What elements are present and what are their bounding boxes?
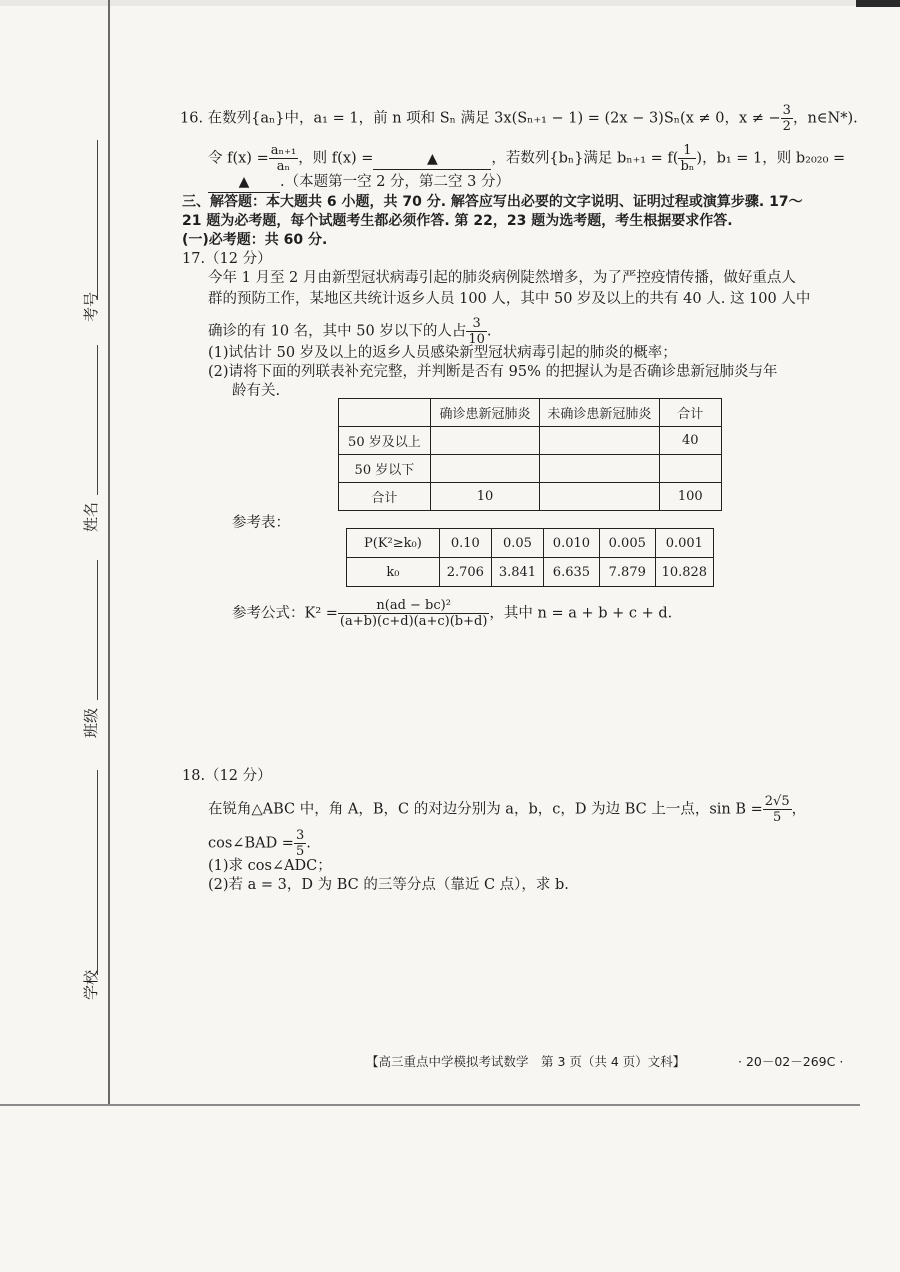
contingency-table: [338, 398, 722, 511]
section3-line2: 21 题为必考题，每个试题考生都必须作答. 第 22，23 题为选考题，考生根据要求作答.: [182, 213, 733, 229]
table-cell: 确诊患新冠肺炎: [430, 399, 540, 427]
answer-blank-2[interactable]: [208, 172, 280, 193]
name-label: 姓名: [82, 501, 100, 532]
page-bottom-line: [0, 1104, 860, 1106]
table-header-row: [339, 399, 722, 427]
q16-line3: ▲ .（本题第一空 2 分，第二空 3 分）: [208, 172, 510, 193]
school-label: 学校: [82, 969, 100, 1000]
triangle-icon: ▲: [427, 150, 438, 167]
table-cell: 100: [659, 483, 721, 511]
table-cell: k₀: [347, 558, 440, 587]
ref-table-label: 参考表：: [232, 515, 290, 531]
q18-frac-2: $\frac{3}{5}$: [295, 828, 305, 859]
q16-line2: 令 f(x) = $\frac{\text{aₙ₊₁}}{\text{aₙ}}$ ，则 f(x) = ▲ ，若数列{bₙ}满足 bₙ₊₁ = f( $\frac{1}{\text{bₙ}}$ )，b₁ = 1，则 b₂₀₂₀ =: [208, 143, 846, 174]
table-cell[interactable]: [540, 427, 659, 455]
page-edge: [0, 0, 900, 6]
q17-sub1: (1)试估计 50 岁及以上的返乡人员感染新型冠状病毒引起的肺炎的概率；: [208, 345, 677, 361]
footer-title: 【高三重点中学模拟考试数学 第 3 页（共 4 页）文科】: [366, 1054, 686, 1069]
table-cell: 0.010: [543, 529, 599, 558]
table-cell: 7.879: [599, 558, 655, 587]
table-cell: 3.841: [491, 558, 543, 587]
table-row: [347, 529, 714, 558]
q18-p2: cos∠BAD = $\frac{3}{5}$ .: [208, 828, 311, 859]
q17-frac: $\frac{3}{10}$: [468, 316, 485, 347]
table-row: [339, 427, 722, 455]
q16-frac-2: $\frac{\text{aₙ₊₁}}{\text{aₙ}}$: [270, 143, 297, 174]
table-cell: 10.828: [655, 558, 713, 587]
footer-code: · 20－02－269C ·: [738, 1054, 844, 1069]
q18-header: 18.（12 分）: [182, 768, 272, 784]
q17-sub2b: 龄有关.: [232, 383, 281, 399]
formula-line: 参考公式：K² = $\frac{\text{n(ad − bc)²}}{(a+b)(c+d)(a+c)(b+d)}$ ，其中 n = a + b + c + d.: [232, 598, 673, 629]
reference-table: [346, 528, 714, 587]
table-cell: 合计: [339, 483, 431, 511]
exam-no-label: 考号: [82, 291, 100, 322]
q17-header: 17.（12 分）: [182, 251, 272, 267]
exam-no-line: [97, 140, 98, 300]
q18-frac-1: $\frac{2√5}{5}$: [764, 794, 790, 825]
table-cell: 50 岁以下: [339, 455, 431, 483]
table-row: [347, 558, 714, 587]
formula-frac: $\frac{\text{n(ad − bc)²}}{(a+b)(c+d)(a+c)(b+d)}$: [339, 598, 488, 629]
q16-frac-3: $\frac{1}{\text{bₙ}}$: [680, 143, 695, 174]
table-cell[interactable]: [659, 455, 721, 483]
table-cell: 未确诊患新冠肺炎: [540, 399, 659, 427]
table-cell: 0.001: [655, 529, 713, 558]
q17-sub2a: (2)请将下面的列联表补充完整，并判断是否有 95% 的把握认为是否确诊患新冠肺炎与年: [208, 364, 778, 380]
table-row: [339, 455, 722, 483]
table-cell: 0.10: [439, 529, 491, 558]
table-cell: 0.05: [491, 529, 543, 558]
table-cell[interactable]: [430, 427, 540, 455]
table-row: [339, 483, 722, 511]
table-cell[interactable]: [540, 455, 659, 483]
table-cell: 合计: [659, 399, 721, 427]
table-cell: 2.706: [439, 558, 491, 587]
q17-p3: 确诊的有 10 名，其中 50 岁以下的人占 $\frac{3}{10}$ .: [208, 316, 492, 347]
q18-p1: 在锐角△ABC 中，角 A，B，C 的对边分别为 a，b，c，D 为边 BC 上一点，sin B = $\frac{2√5}{5}$ ，: [208, 794, 807, 825]
section3-line1: 三、解答题：本大题共 6 小题，共 70 分. 解答应写出必要的文字说明、证明过程或演算步骤. 17～: [182, 194, 803, 210]
answer-blank-1[interactable]: [373, 149, 491, 170]
table-cell[interactable]: [430, 455, 540, 483]
binding-line: [108, 0, 110, 1105]
class-line: [97, 770, 98, 975]
name-gap-line: [97, 345, 98, 495]
q18-sub1: (1)求 cos∠ADC；: [208, 858, 332, 874]
table-cell: [339, 399, 431, 427]
table-cell: 40: [659, 427, 721, 455]
q17-p2: 群的预防工作，某地区共统计返乡人员 100 人，其中 50 岁及以上的共有 40 人. 这 100 人中: [208, 291, 811, 307]
triangle-icon: ▲: [238, 174, 250, 190]
table-cell[interactable]: [540, 483, 659, 511]
class-label: 班级: [82, 707, 100, 738]
table-cell: 10: [430, 483, 540, 511]
table-cell: P(K²≥k₀): [347, 529, 440, 558]
table-cell: 0.005: [599, 529, 655, 558]
name-line: [97, 560, 98, 700]
scan-corner-mark: [856, 0, 900, 7]
section3-line3: (一)必考题：共 60 分.: [182, 232, 328, 248]
q17-p1: 今年 1 月至 2 月由新型冠状病毒引起的肺炎病例陡然增多，为了严控疫情传播，做好重点人: [208, 270, 796, 286]
table-cell: 6.635: [543, 558, 599, 587]
q18-sub2: (2)若 a = 3，D 为 BC 的三等分点（靠近 C 点），求 b.: [208, 877, 569, 893]
table-cell: 50 岁及以上: [339, 427, 431, 455]
q16-frac-1: $\frac{3}{2}$: [782, 103, 791, 134]
q16-line1: 16. 在数列{aₙ}中，a₁ = 1，前 n 项和 Sₙ 满足 3x(Sₙ₊₁ − 1) = (2x − 3)Sₙ(x ≠ 0，x ≠ − $\frac{3}{2}$ ，n∈N*).: [180, 103, 858, 134]
